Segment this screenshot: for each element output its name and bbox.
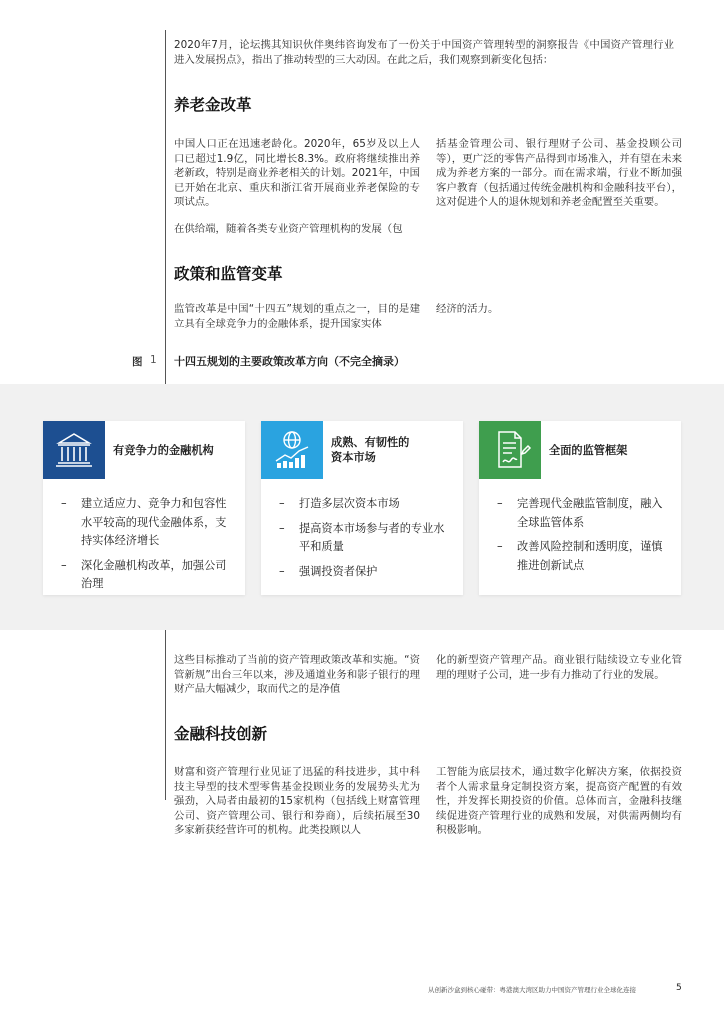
after-figure-left-paragraph: 这些目标推动了当前的资产管理政策改革和实施。“资管新规”出台三年以来，涉及通道业务和影子银行的理财产品大幅减少，取而代之的是净值 [174, 654, 420, 696]
pension-left-paragraph-2: 在供给端，随着各类专业资产管理机构的发展（包 [174, 223, 403, 235]
section-heading-pension: 养老金改革 [174, 96, 252, 114]
figure-label: 图 [132, 356, 143, 368]
after-figure-right-paragraph: 化的新型资产管理产品。商业银行陆续设立专业化管理的理财子公司，进一步有力推动了行业的发展。 [436, 654, 682, 681]
card-list [279, 495, 453, 587]
list-item-text: 打造多层次资本市场 [299, 497, 400, 510]
list-item: – 打造多层次资本市场 [279, 497, 400, 510]
figure-number: 1 [150, 354, 157, 366]
page-number: 5 [676, 983, 682, 993]
fintech-left-paragraph: 财富和资产管理行业见证了迅猛的科技进步，其中科技主导型的技术型零售基金投顾业务的发展势头尤为强劲，入局者由最初的15家机构（包括线上财富管理公司、资产管理公司、银行和券商），后续拓展至30多家新获经营许可的机构。此类投顾以人 [174, 766, 420, 837]
policy-left-paragraph: 监管改革是中国“十四五”规划的重点之一，目的是建立具有全球竞争力的金融体系，提升国家实体 [174, 303, 420, 330]
card-icon-box [479, 421, 541, 479]
pension-right-paragraph: 括基金管理公司、银行理财子公司、基金投顾公司等），更广泛的零售产品得到市场准入，并有望在未来成为养老方案的一部分。而在需求端，行业不断加强客户教育（包括通过传统金融机构和金融科技平台），这对促进个人的退休规划和养老金配置至关重要。 [436, 138, 682, 209]
footer-publication-title: 从创新沙盒到核心碰带：粤港澳大湾区助力中国资产管理行业全球化连接 [428, 986, 636, 994]
list-item-text: 建立适应力、竞争力和包容性水平较高的现代金融体系，支持实体经济增长 [81, 497, 227, 547]
card-title: 成熟、有韧性的 资本市场 [331, 436, 410, 464]
list-item-text: 改善风险控制和透明度，谨慎推进创新试点 [517, 540, 663, 572]
pension-left-paragraph-1: 中国人口正在迅速老龄化。2020年，65岁及以上人口已超过1.9亿，同比增长8.3%。政府将继续推出养老新政，特别是商业养老相关的计划。2021年，中国已开始在北京、重庆和浙江省开展商业养老保险的专项试点。 [174, 138, 420, 209]
list-item-text: 完善现代金融监管制度，融入全球监管体系 [517, 497, 663, 529]
section-heading-fintech: 金融科技创新 [174, 725, 268, 743]
card-icon-box [261, 421, 323, 479]
left-rule-top [165, 30, 166, 384]
card-list [497, 495, 671, 581]
list-item: – 深化金融机构改革，加强公司治理 [61, 558, 227, 590]
list-item-text: 强调投资者保护 [299, 564, 378, 578]
card-title: 有竞争力的金融机构 [113, 443, 214, 457]
card-icon-box [43, 421, 105, 479]
list-item: – 提高资本市场参与者的专业水平和质量 [279, 521, 445, 553]
list-item: – 强调投资者保护 [279, 564, 378, 578]
globe-growth-chart-icon [261, 421, 323, 479]
left-rule-bottom [165, 630, 166, 800]
card-title: 全面的监管框架 [549, 443, 628, 457]
policy-card-financial-institutions [43, 421, 245, 595]
card-list [61, 495, 235, 600]
policy-right-paragraph: 经济的活力。 [436, 303, 499, 315]
document-signature-icon [479, 421, 541, 479]
figure-title: 十四五规划的主要政策改革方向（不完全摘录） [174, 355, 405, 368]
list-item-text: 深化金融机构改革，加强公司治理 [81, 558, 227, 590]
bank-building-icon [43, 421, 105, 479]
list-item-text: 提高资本市场参与者的专业水平和质量 [299, 521, 445, 553]
policy-card-capital-markets [261, 421, 463, 595]
policy-card-regulatory-framework [479, 421, 681, 595]
fintech-right-paragraph: 工智能为底层技术，通过数字化解决方案，依据投资者个人需求量身定制投资方案，提高资产配置的有效性，并发挥长期投资的价值。总体而言，金融科技继续促进资产管理行业的成熟和发展，对供需两侧均有积极影响。 [436, 766, 682, 837]
list-item: – 完善现代金融监管制度，融入全球监管体系 [497, 497, 663, 529]
section-heading-policy: 政策和监管变革 [174, 265, 283, 283]
list-item: – 建立适应力、竞争力和包容性水平较高的现代金融体系，支持实体经济增长 [61, 497, 227, 547]
list-item: – 改善风险控制和透明度，谨慎推进创新试点 [497, 540, 663, 572]
intro-paragraph: 2020年7月，论坛携其知识伙伴奥纬咨询发布了一份关于中国资产管理转型的洞察报告《中国资产管理行业进入发展拐点》，指出了推动转型的三大动因。在此之后，我们观察到新变化包括： [174, 39, 674, 66]
